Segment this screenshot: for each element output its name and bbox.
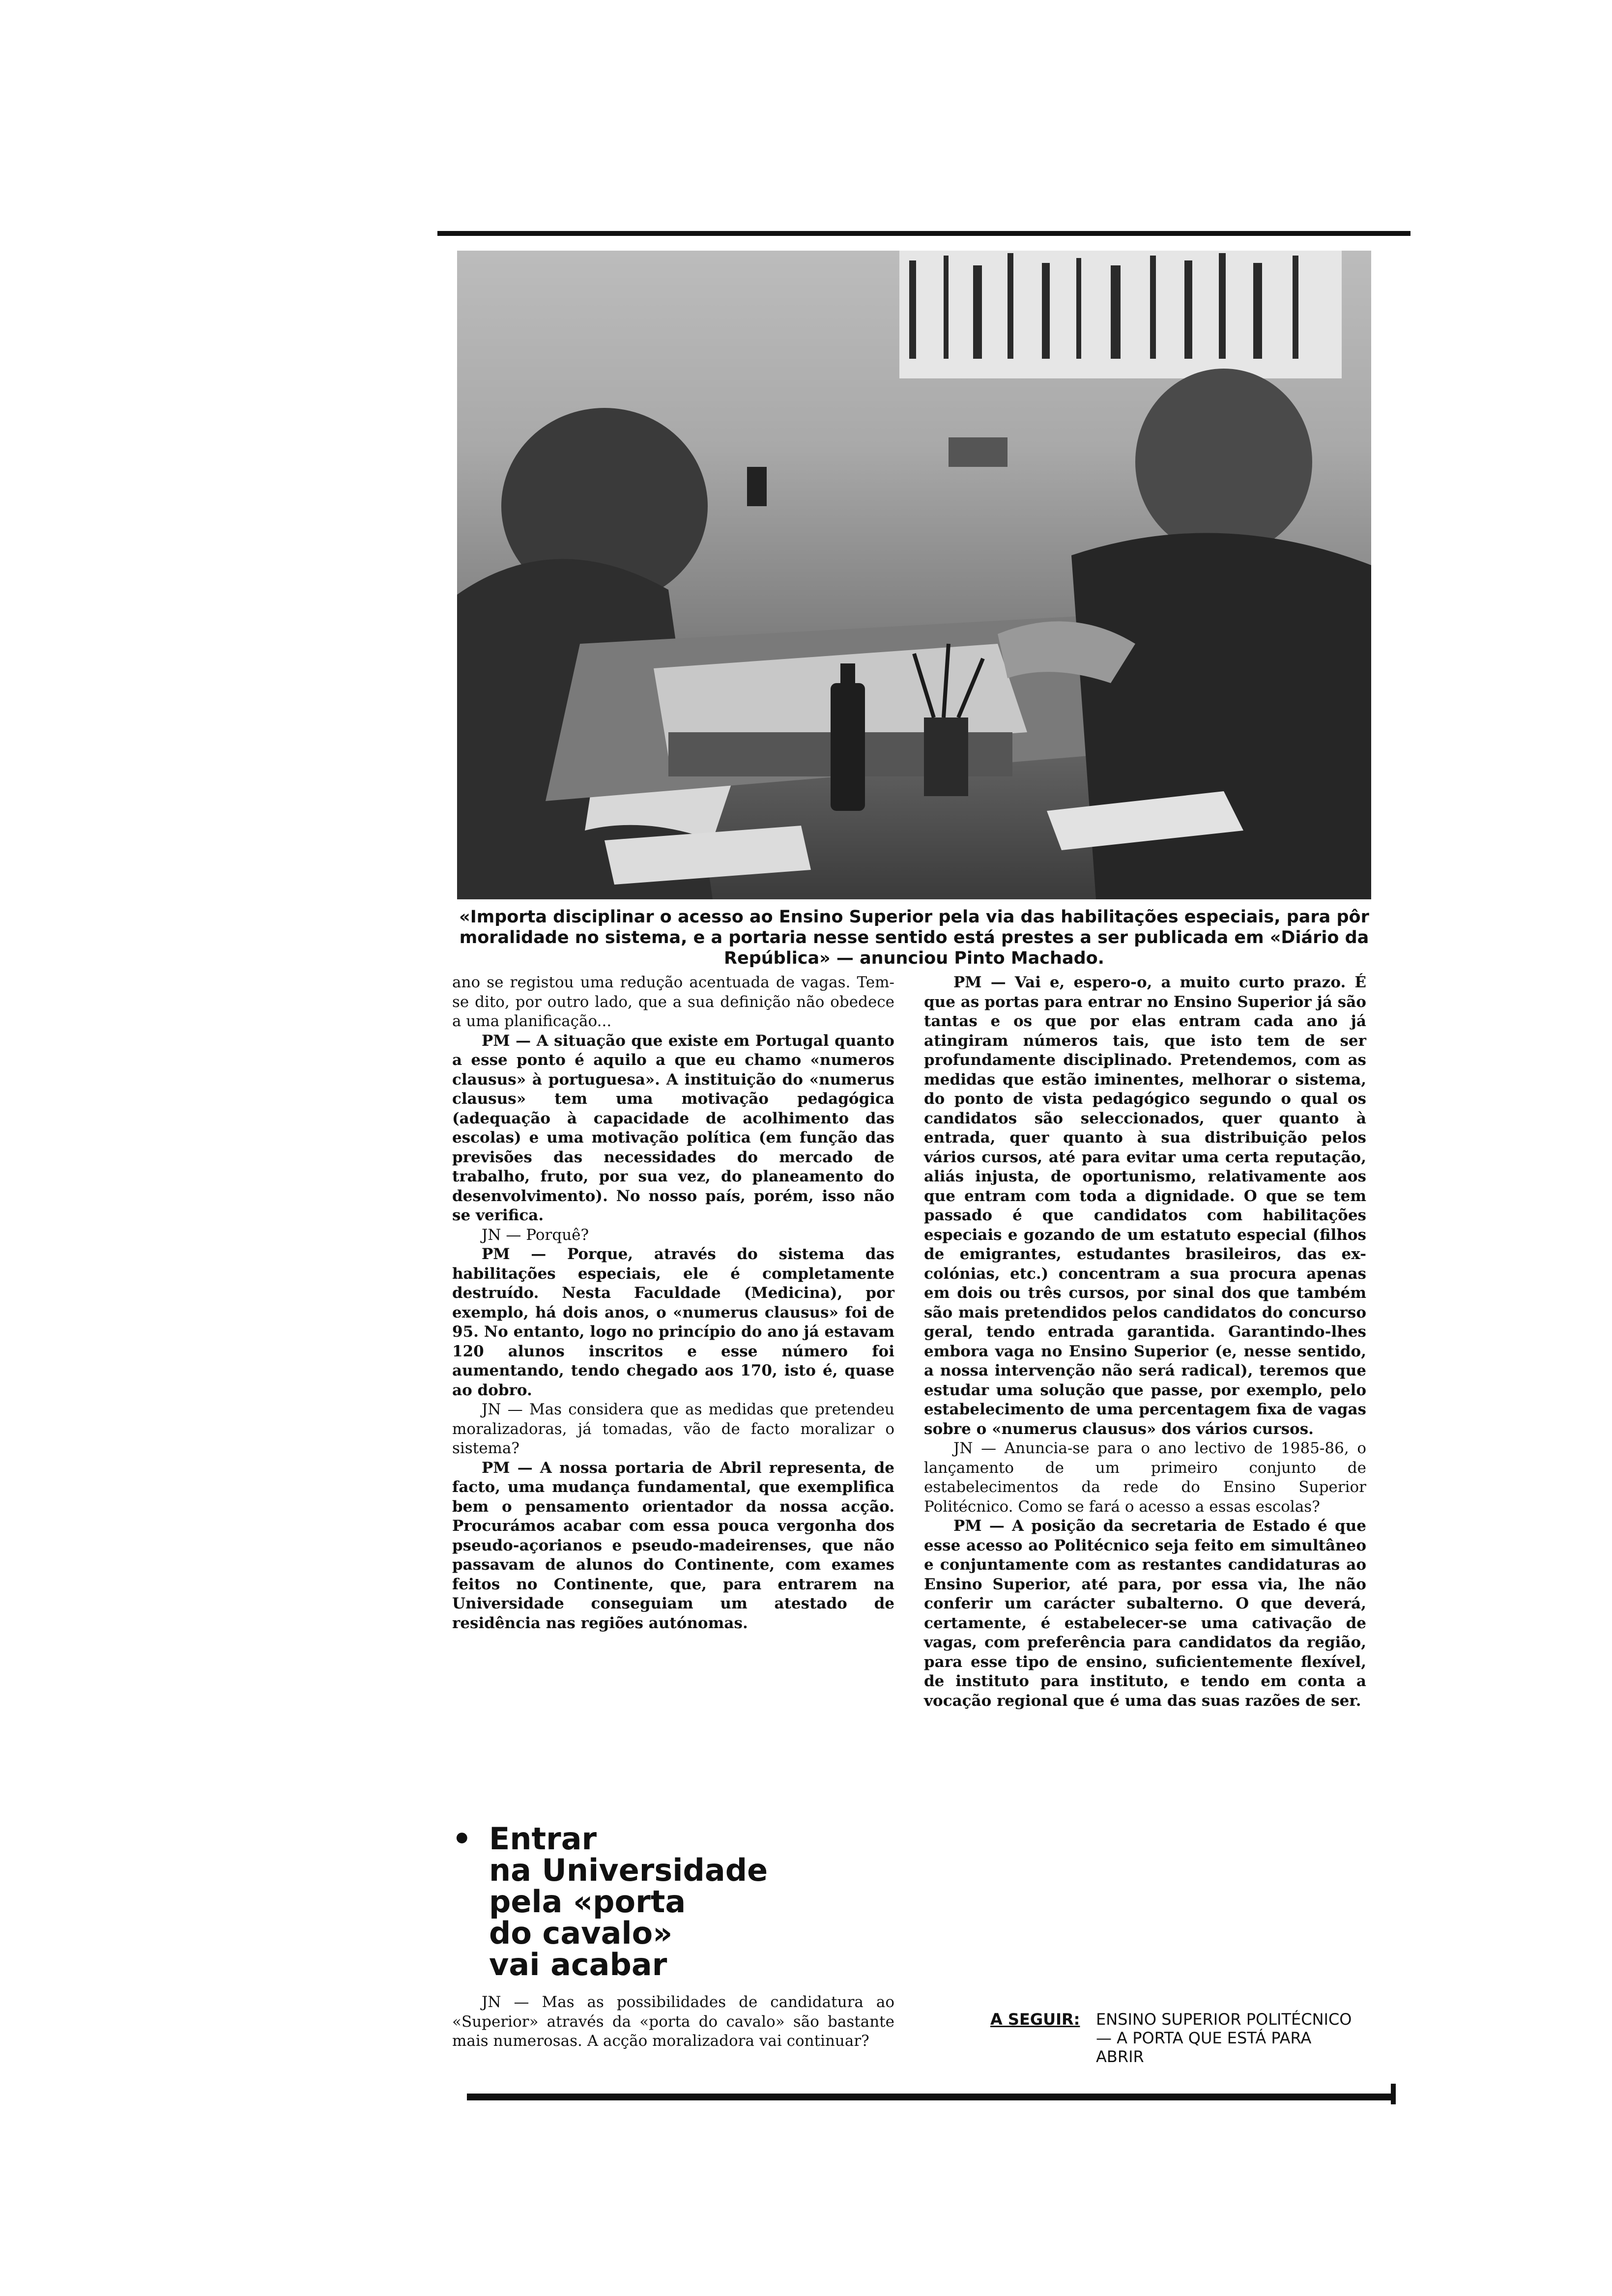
heading-line: Entrar <box>489 1821 597 1857</box>
newspaper-clipping <box>437 231 1410 2128</box>
article-paragraph: JN — Mas considera que as medidas que pretendeu moralizadoras, já tomadas, vão de facto moralizar o sistema? <box>452 1401 894 1457</box>
heading-line: na Universidade <box>489 1852 768 1888</box>
heading-line: do cavalo» <box>489 1915 673 1951</box>
heading-text <box>489 1823 823 1980</box>
article-paragraph: JN — Anuncia-se para o ano lectivo de 1985-86, o lançamento de um primeiro conjunto de estabelecimentos da rede do Ensino Superior Politécnico. Como se fará o acesso a essas escolas? <box>924 1439 1366 1516</box>
heading-line: vai acabar <box>489 1947 667 1982</box>
photo-caption: «Importa disciplinar o acesso ao Ensino Superior pela via das habilitações especiais, para pôr moralidade no sistema, e a portaria nesse sentido está prestes a ser publicada em «Diário da República» — anunciou Pinto Machado. <box>459 907 1369 968</box>
article-paragraph: ano se registou uma redução acentuada de vagas. Tem-se dito, por outro lado, que a sua definição não obedece a uma planificação... <box>452 974 894 1030</box>
heading-bullet: • <box>452 1821 472 1857</box>
a-seguir-label: A SEGUIR: <box>990 2010 1080 2029</box>
interview-photo <box>457 251 1371 899</box>
photo-interview-icon <box>457 251 1371 899</box>
top-rule <box>437 231 1410 236</box>
article-paragraph: PM — Vai e, espero-o, a muito curto prazo. É que as portas para entrar no Ensino Superior já são tantas e os que por elas entram cada ano já atingiram números tais, que isto tem de ser profundamente disciplinado. Pretendemos, com as medidas que estão iminentes, melhorar o sistema, do ponto de vista pedagógico segundo o qual os candidatos são seleccionados, quer quanto à entrada, quer quanto à sua distribuição pelos vários cursos, até para evitar uma certa reputação, aliás injusta, de oportunismo, relativamente aos que entram com toda a dignidade. O que se tem passado é que candidatos com habilitações especiais e gozando de um estatuto especial (filhos de emigrantes, estudantes brasileiros, das ex-colónias, etc.) concentram a sua procura apenas em dois ou três cursos, por sinal dos que também são mais pretendidos pelos candidatos do concurso geral, tendo entrada garantida. Garantindo-lhes embora vaga no Ensino Superior (e, nesse sentido, a nossa intervenção não será radical), teremos que estudar uma solução que passe, por exemplo, pelo estabelecimento de uma percentagem fixa de vagas sobre o «numerus clausus» dos vários cursos. <box>924 974 1366 1438</box>
a-seguir-text: ENSINO SUPERIOR POLITÉCNICO — A PORTA QUE ESTÁ PARA ABRIR <box>1096 2010 1352 2066</box>
heading-line: pela «porta <box>489 1884 686 1920</box>
article-paragraph: PM — Porque, através do sistema das habilitações especiais, ele é completamente destruído. Nesta Faculdade (Medicina), por exemplo, há dois anos, o «numerus clausus» foi de 95. No entanto, logo no princípio do ano já estavam 120 alunos inscritos e esse número foi aumentando, tendo chegado aos 170, isto é, quase ao dobro. <box>452 1245 894 1399</box>
article-paragraph: PM — A posição da secretaria de Estado é que esse acesso ao Politécnico seja feito em simultâneo e conjuntamente com as restantes candidaturas ao Ensino Superior, até para, por essa via, lhe não conferir um carácter subalterno. O que deverá, certamente, é estabelecer-se uma cativação de vagas, com preferência para candidatos da região, para esse tipo de ensino, suficientemente flexível, de instituto para instituto, e tendo em conta a vocação regional que é uma das suas razões de ser. <box>924 1517 1366 1710</box>
right-column <box>924 973 1366 1711</box>
left-column <box>452 973 894 1633</box>
article-paragraph: PM — A situação que existe em Portugal quanto a esse ponto é aquilo a que eu chamo «numeros clausus» à portuguesa». A instituição do «numerus clausus» tem uma motivação pedagógica (adequação à capacidade de acolhimento das escolas) e uma motivação política (em função das previsões das necessidades do mercado de trabalho, fruto, por sua vez, do planeamento do desenvolvimento). No nosso país, porém, isso não se verifica. <box>452 1032 894 1224</box>
bottom-rule-end <box>1391 2084 1396 2104</box>
article-paragraph: PM — A nossa portaria de Abril representa, de facto, uma mudança fundamental, que exemplifica bem o pensamento orientador da nossa acção. Procurámos acabar com essa pouca vergonha dos pseudo-açorianos e pseudo-madeirenses, que não passavam de alunos do Continente, com exames feitos no Continente, que, para entrarem na Universidade conseguiam um atestado de residência nas regiões autónomas. <box>452 1459 894 1632</box>
article-paragraph: JN — Porquê? <box>482 1226 589 1244</box>
final-question <box>452 1993 894 2051</box>
article-paragraph: JN — Mas as possibilidades de candidatura ao «Superior» através da «porta do cavalo» são bastante mais numerosas. A acção moralizadora vai continuar? <box>452 1993 894 2050</box>
bottom-rule <box>467 2094 1391 2100</box>
